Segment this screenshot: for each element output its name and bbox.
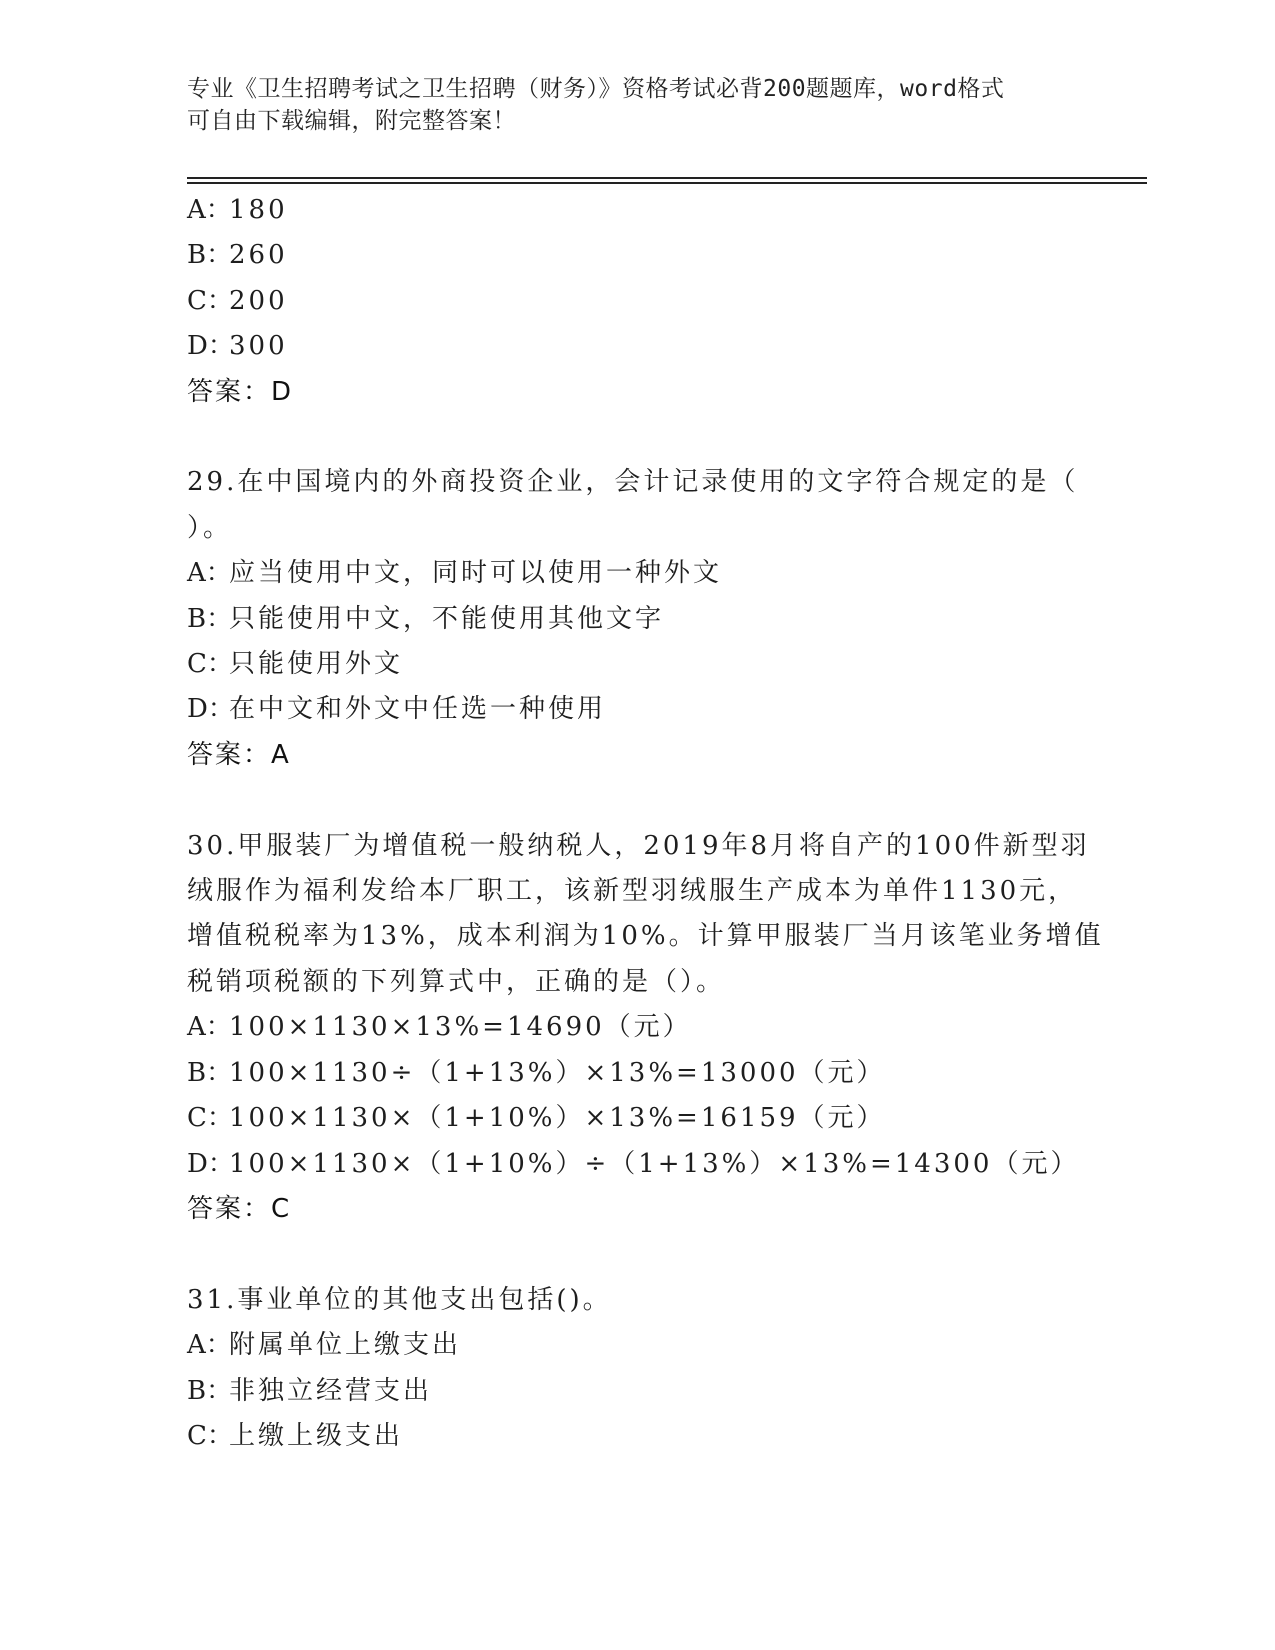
option-text: 100×1130×（1+10%）÷（1+13%）×13%=14300（元）: [229, 1148, 1080, 1179]
spacer: [187, 778, 1147, 823]
header-title-line-1: 专业《卫生招聘考试之卫生招聘（财务）》资格考试必背200题题库，word格式: [187, 76, 1005, 102]
option-a: [187, 1323, 1147, 1368]
option-text: 300: [229, 331, 288, 362]
option-d: [187, 324, 1147, 369]
option-c: [187, 642, 1147, 687]
spacer: [187, 1232, 1147, 1277]
option-letter: A：: [187, 1012, 232, 1043]
option-text: 只能使用外文: [229, 649, 404, 680]
question-stem: 29.在中国境内的外商投资企业，会计记录使用的文字符合规定的是（: [187, 467, 1079, 498]
option-letter: B：: [187, 1057, 233, 1088]
question-stem: 税销项税额的下列算式中，正确的是（）。: [187, 966, 726, 997]
option-b: [187, 233, 1147, 278]
question-stem: 增值税税率为13%，成本利润为10%。计算甲服装厂当月该笔业务增值: [187, 921, 1104, 952]
question-stem: ）。: [187, 512, 233, 543]
document-header: [187, 73, 1087, 137]
answer-line: 答案：D: [187, 376, 294, 407]
option-a: [187, 551, 1147, 596]
option-letter: B：: [187, 603, 233, 634]
option-text: 100×1130×（1+10%）×13%=16159（元）: [229, 1103, 886, 1134]
question-stem: 绒服作为福利发给本厂职工，该新型羽绒服生产成本为单件1130元，: [187, 876, 1078, 907]
spacer: [187, 415, 1147, 460]
option-d: [187, 1142, 1147, 1187]
question-stem: 31.事业单位的其他支出包括()。: [187, 1284, 612, 1315]
option-letter: B：: [187, 240, 233, 271]
option-a: [187, 1005, 1147, 1050]
option-text: 应当使用中文，同时可以使用一种外文: [229, 558, 723, 589]
option-text: 200: [229, 285, 288, 316]
option-text: 附属单位上缴支出: [229, 1330, 462, 1361]
option-letter: A：: [187, 195, 232, 225]
option-b: [187, 1369, 1147, 1414]
header-rule-bottom: [187, 182, 1147, 184]
question-content: [187, 188, 1147, 1459]
header-rule-top: [187, 177, 1147, 179]
option-text: 180: [229, 195, 288, 225]
option-text: 100×1130×13%=14690（元）: [229, 1012, 692, 1043]
option-letter: C：: [187, 1420, 233, 1451]
question-28: [187, 188, 1147, 415]
question-stem: 30.甲服装厂为增值税一般纳税人，2019年8月将自产的100件新型羽: [187, 830, 1090, 861]
option-text: 只能使用中文，不能使用其他文字: [229, 603, 665, 634]
option-text: 100×1130÷（1+13%）×13%=13000（元）: [229, 1057, 886, 1088]
question-29: [187, 460, 1147, 778]
option-b: [187, 597, 1147, 642]
option-b: [187, 1051, 1147, 1096]
option-c: [187, 1414, 1147, 1459]
answer-line: 答案：A: [187, 739, 291, 770]
question-30: [187, 824, 1147, 1233]
option-letter: C：: [187, 649, 233, 680]
question-31: [187, 1278, 1147, 1460]
option-letter: D：: [187, 694, 234, 725]
option-letter: D：: [187, 1148, 234, 1179]
option-letter: B：: [187, 1375, 233, 1406]
option-letter: A：: [187, 558, 232, 589]
option-d: [187, 687, 1147, 732]
option-letter: C：: [187, 285, 233, 316]
option-text: 260: [229, 240, 288, 271]
option-c: [187, 1096, 1147, 1141]
option-letter: D：: [187, 331, 234, 362]
option-a: [187, 188, 1147, 233]
header-title-line-2: 可自由下载编辑，附完整答案！: [187, 108, 516, 134]
option-letter: C：: [187, 1103, 233, 1134]
option-letter: A：: [187, 1330, 232, 1361]
answer-line: 答案：C: [187, 1193, 292, 1224]
option-text: 在中文和外文中任选一种使用: [229, 694, 607, 725]
option-c: [187, 279, 1147, 324]
option-text: 非独立经营支出: [229, 1375, 433, 1406]
option-text: 上缴上级支出: [229, 1420, 404, 1451]
